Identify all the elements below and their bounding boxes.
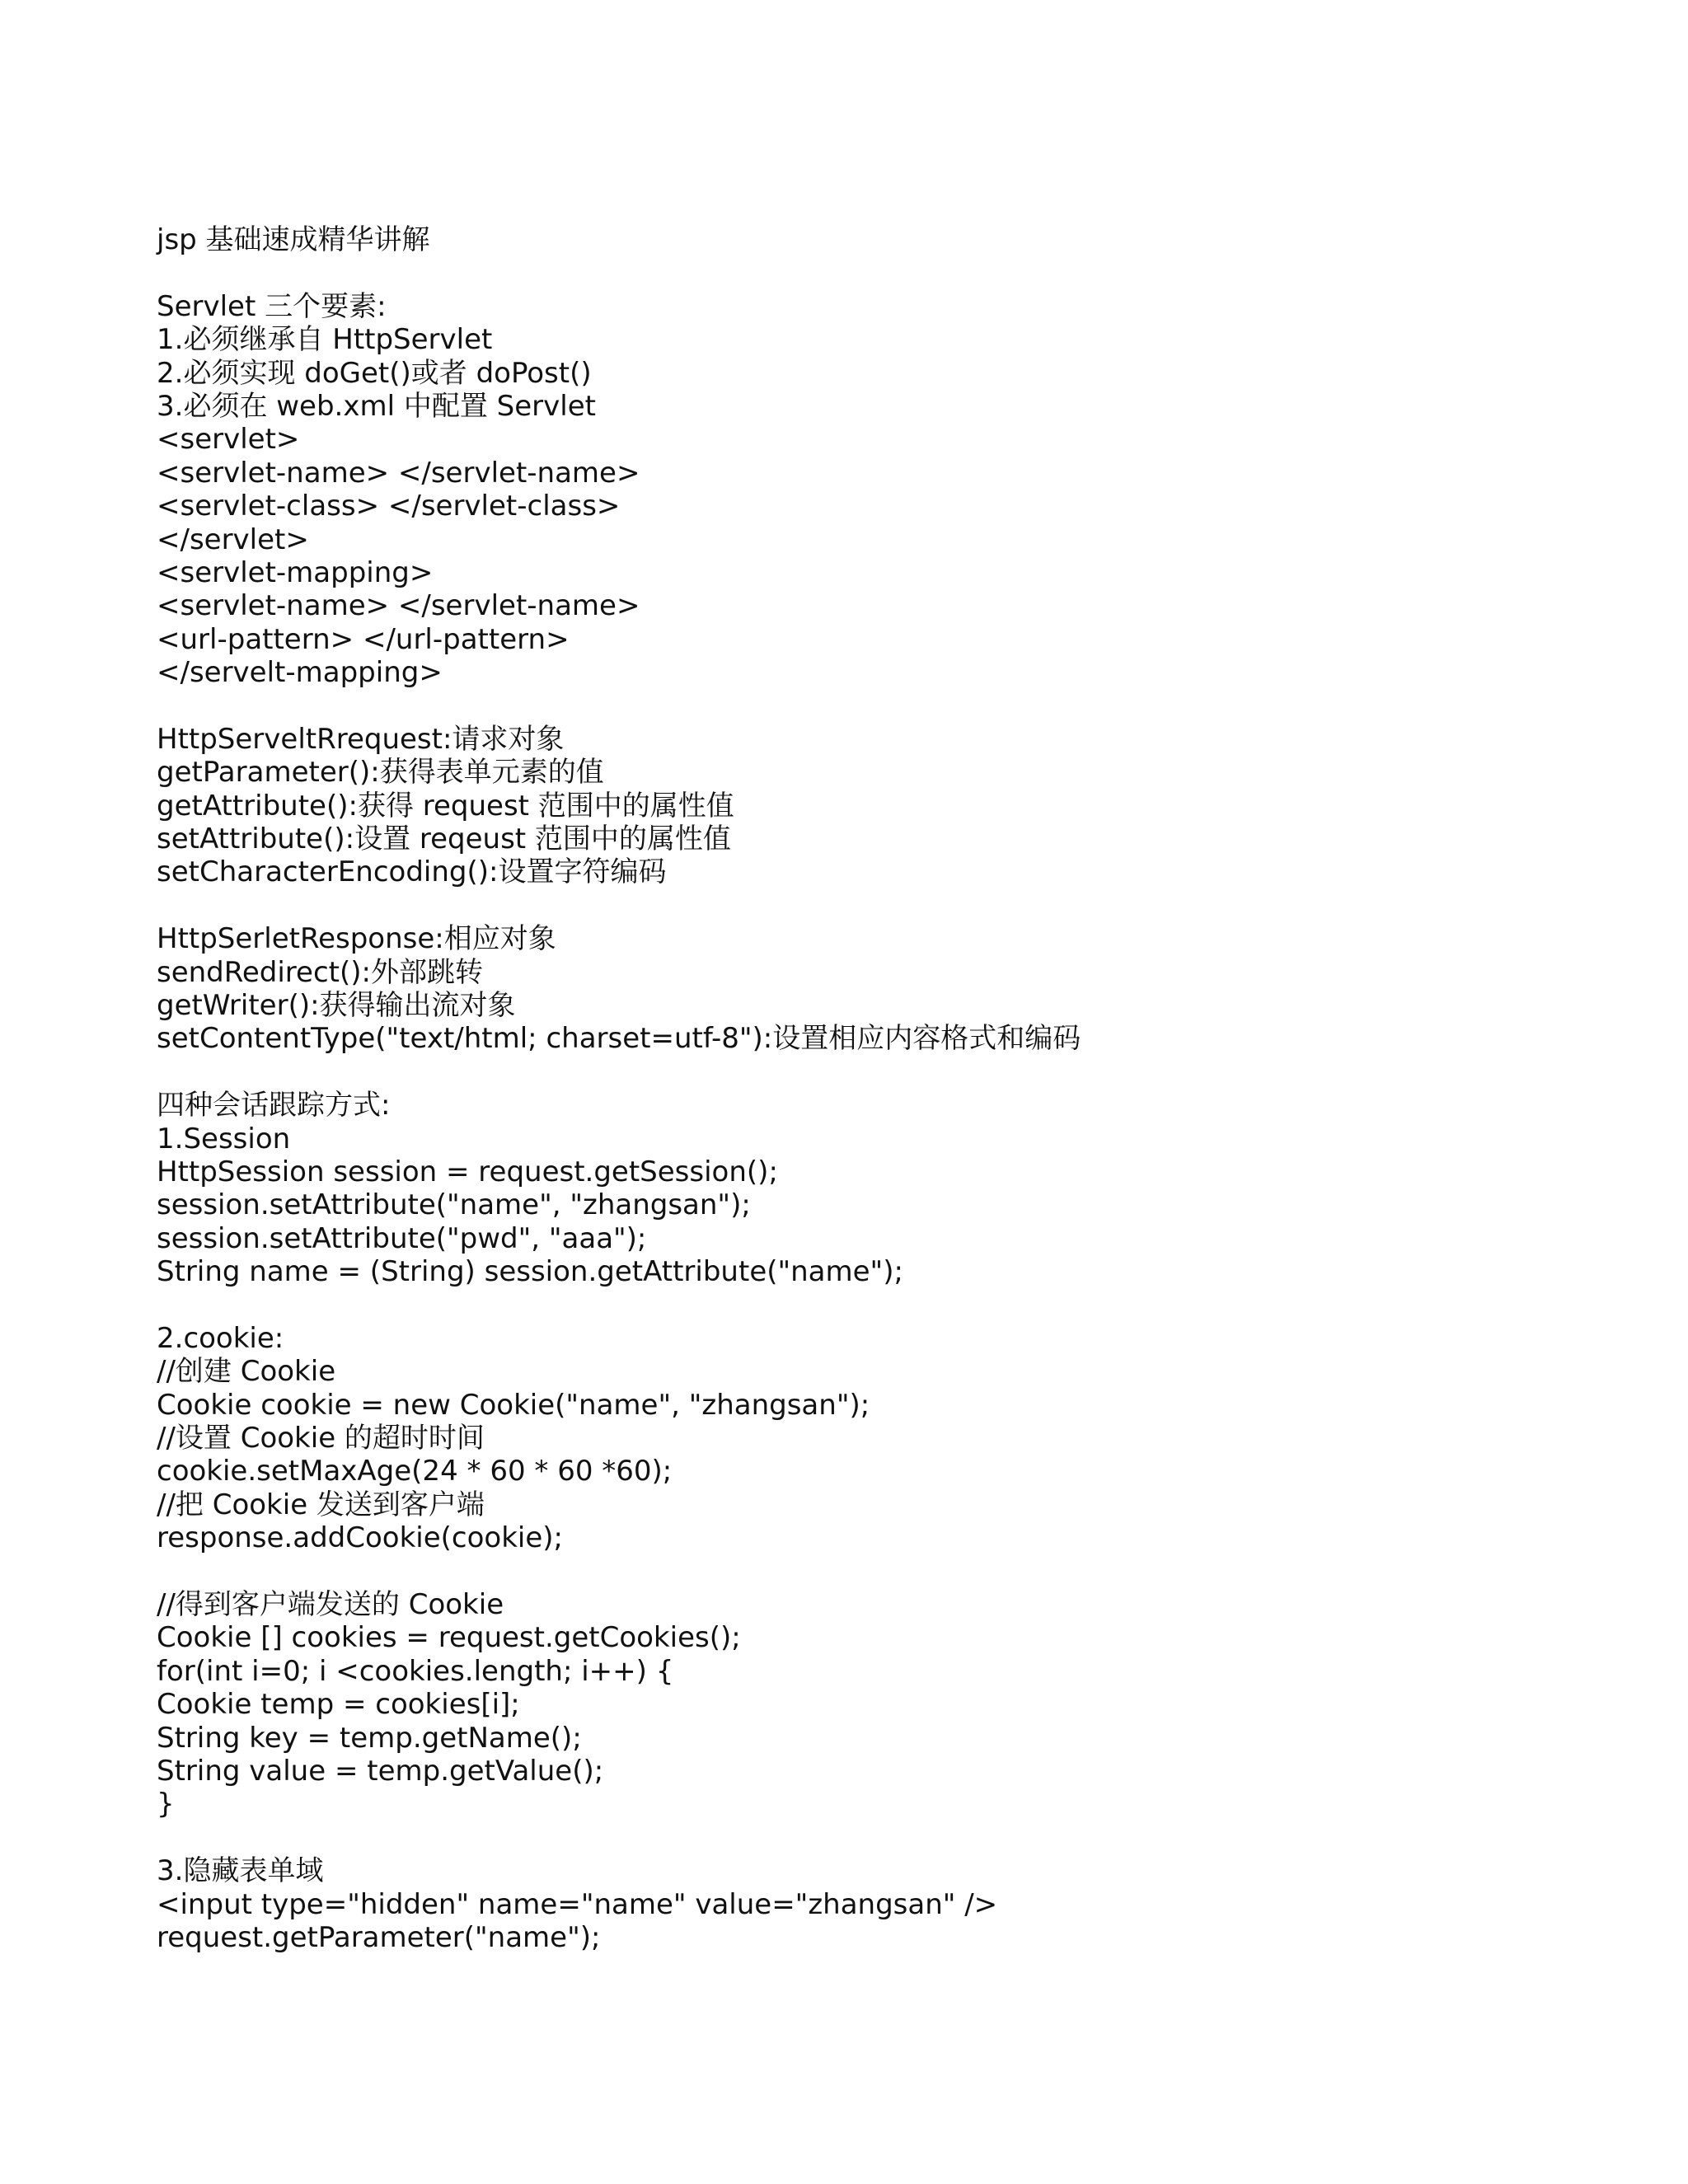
code-line: Cookie cookie = new Cookie("name", "zhangsan"); — [157, 1388, 870, 1422]
document-title: jsp 基础速成精华讲解 — [157, 223, 430, 256]
section-heading: Servlet 三个要素: — [157, 289, 387, 323]
servlet-elements-section — [157, 290, 1640, 690]
code-line: Cookie temp = cookies[i]; — [157, 1688, 520, 1722]
code-line: <servlet> — [157, 423, 300, 457]
cookie-read-section — [157, 1588, 1640, 1821]
code-line: } — [157, 1788, 175, 1821]
document-body — [157, 223, 1640, 1988]
code-line: Cookie [] cookies = request.getCookies(); — [157, 1621, 741, 1655]
list-item: 2.必须实现 doGet()或者 doPost() — [157, 356, 592, 390]
list-item: 3.必须在 web.xml 中配置 Servlet — [157, 389, 596, 423]
session-section — [157, 1089, 1640, 1288]
method-line: setAttribute():设置 reqeust 范围中的属性值 — [157, 823, 731, 856]
list-item: 1.必须继承自 HttpServlet — [157, 323, 493, 357]
method-line: sendRedirect():外部跳转 — [157, 955, 483, 989]
subheading: 1.Session — [157, 1122, 291, 1155]
method-line: setContentType("text/html; charset=utf-8"):设置相应内容格式和编码 — [157, 1022, 1081, 1056]
method-line: getWriter():获得输出流对象 — [157, 988, 516, 1022]
code-line: response.addCookie(cookie); — [157, 1521, 563, 1555]
section-heading: HttpServeltRrequest:请求对象 — [157, 722, 565, 756]
method-line: getAttribute():获得 request 范围中的属性值 — [157, 789, 734, 823]
method-line: setCharacterEncoding():设置字符编码 — [157, 855, 667, 889]
hidden-field-section — [157, 1854, 1640, 1954]
code-line: String value = temp.getValue(); — [157, 1754, 604, 1788]
response-section — [157, 922, 1640, 1056]
section-heading: 四种会话跟踪方式: — [157, 1089, 391, 1122]
code-line: <servlet-class> </servlet-class> — [157, 490, 621, 523]
code-line: request.getParameter("name"); — [157, 1920, 601, 1954]
subheading: 2.cookie: — [157, 1321, 284, 1355]
code-comment: //得到客户端发送的 Cookie — [157, 1588, 504, 1622]
code-line: </servlet> — [157, 523, 309, 556]
subheading: 3.隐藏表单域 — [157, 1854, 324, 1888]
code-line: <servlet-name> </servlet-name> — [157, 456, 640, 490]
code-line: <url-pattern> </url-pattern> — [157, 622, 570, 656]
code-line: for(int i=0; i <cookies.length; i++) { — [157, 1654, 674, 1688]
code-line: session.setAttribute("name", "zhangsan"); — [157, 1188, 751, 1222]
method-line: getParameter():获得表单元素的值 — [157, 756, 604, 790]
code-line: HttpSession session = request.getSession(); — [157, 1155, 778, 1188]
code-line: <servlet-mapping> — [157, 555, 434, 589]
code-line: String key = temp.getName(); — [157, 1721, 582, 1755]
code-line: <input type="hidden" name="name" value="zhangsan" /> — [157, 1887, 998, 1921]
section-heading: HttpSerletResponse:相应对象 — [157, 922, 556, 956]
code-line: session.setAttribute("pwd", "aaa"); — [157, 1221, 647, 1255]
code-comment: //创建 Cookie — [157, 1355, 336, 1389]
code-line: String name = (String) session.getAttribute("name"); — [157, 1255, 903, 1289]
code-comment: //设置 Cookie 的超时时间 — [157, 1422, 485, 1455]
code-line: </servelt-mapping> — [157, 656, 443, 690]
code-comment: //把 Cookie 发送到客户端 — [157, 1488, 485, 1521]
cookie-section — [157, 1322, 1640, 1555]
request-section — [157, 723, 1640, 889]
code-line: <servlet-name> </servlet-name> — [157, 589, 640, 623]
code-line: cookie.setMaxAge(24 * 60 * 60 *60); — [157, 1455, 673, 1488]
